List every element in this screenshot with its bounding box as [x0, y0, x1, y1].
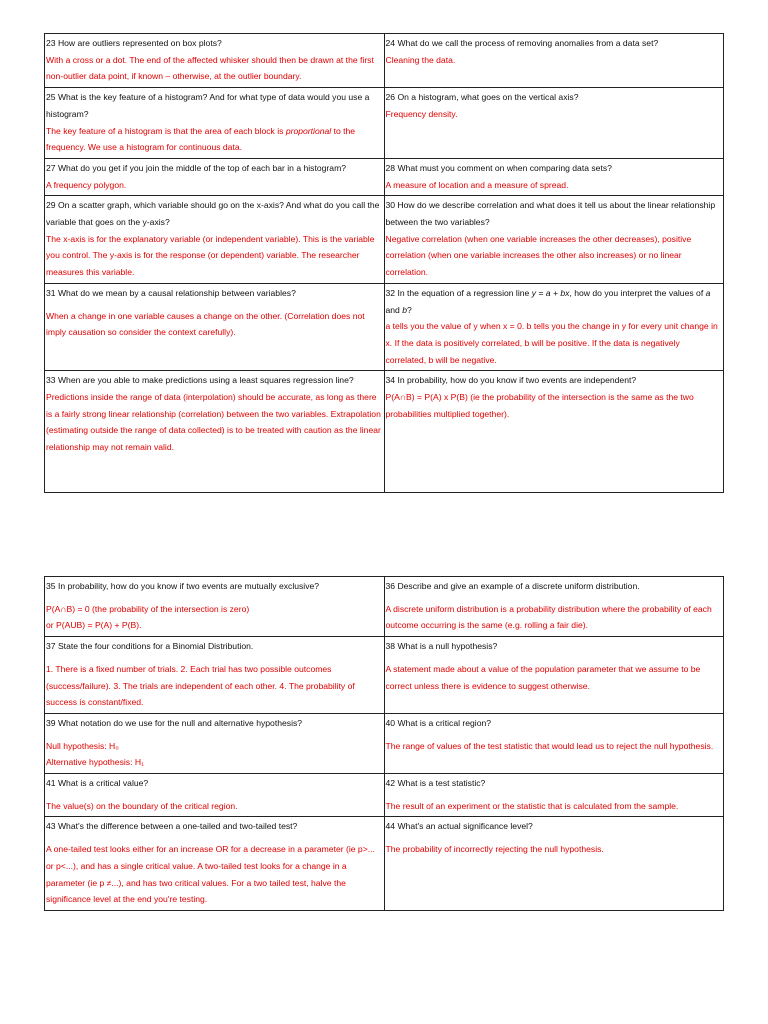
question-text: 38 What is a null hypothesis? [385, 641, 498, 652]
answer-text: The value(s) on the boundary of the critical region. [46, 800, 238, 811]
qa-table-2 [44, 576, 724, 911]
question-cell-42 [384, 774, 724, 817]
answer-text: The x-axis is for the explanatory variable (or independent variable). This is the variable you control. The y-axis is for the response (or dependent) variable. The researcher measures this variable. [46, 233, 375, 278]
question-text: 36 Describe and give an example of a discrete uniform distribution. [385, 581, 640, 591]
answer-text: a tells you the value of y when x = 0. b tells you the change in y for every unit change in x. If the data is positively correlated, b will be positive. If the data is negatively correlated, b will be negative. [385, 321, 718, 365]
answer-text: Null hypothesis: H₀ Alternative hypothesis: H₁ [46, 740, 144, 768]
question-cell-38 [384, 637, 724, 714]
answer-text: P(A∩B) = 0 (the probability of the intersection is zero) or P(AUB) = P(A) + P(B). [46, 603, 250, 631]
question-text: 28 What must you comment on when comparing data sets? [385, 162, 612, 173]
question-cell-41 [45, 774, 385, 817]
question-cell-35 [45, 577, 385, 637]
qa-table-1 [44, 33, 724, 493]
table-row [45, 88, 724, 159]
answer-text: A one-tailed test looks either for an increase OR for a decrease in a parameter (ie p>... or p<...), and has a single critical value. A two-tailed test looks for a change in a parameter (ie p ≠...), and has two critical values. For a two tailed test, halve the significance level at the end you're testing. [46, 844, 375, 905]
question-cell-30 [384, 196, 724, 284]
question-cell-27 [45, 158, 385, 195]
question-cell-34 [384, 371, 724, 493]
question-cell-29 [45, 196, 385, 284]
emphasis-proportional: proportional [285, 125, 332, 136]
answer-text: P(A∩B) = P(A) x P(B) (ie the probability of the intersection is the same as the two probabilities multiplied together). [385, 392, 694, 419]
math-b: b [402, 304, 408, 315]
question-text: 26 On a histogram, what goes on the vertical axis? [385, 92, 579, 103]
table-row [45, 817, 724, 911]
answer-text: Negative correlation (when one variable increases the other decreases), positive correlation (when one variable increases the other also increases) or no linear correlation. [385, 233, 692, 278]
table-row [45, 283, 724, 371]
question-cell-23 [45, 34, 385, 88]
question-text: 27 What do you get if you join the middle of the top of each bar in a histogram? [46, 162, 347, 173]
question-text: 40 What is a critical region? [385, 717, 492, 728]
question-text: 37 State the four conditions for a Binomial Distribution. [46, 641, 254, 652]
question-text: 29 On a scatter graph, which variable should go on the x-axis? And what do you call the variable that goes on the y-axis? [46, 200, 380, 228]
question-text: 32 In the equation of a regression line y = a + bx, how do you interpret the values of a and b? [385, 287, 711, 315]
answer-text: The key feature of a histogram is that the area of each block is proportional to the frequency. We use a histogram for continuous data. [46, 125, 356, 153]
question-text: 33 When are you able to make predictions using a least squares regression line? [46, 375, 354, 386]
table-row [45, 713, 724, 773]
answer-text: The result of an experiment or the statistic that is calculated from the sample. [385, 800, 679, 811]
question-text: 34 In probability, how do you know if two events are independent? [385, 375, 637, 386]
question-cell-24 [384, 34, 724, 88]
answer-text: A frequency polygon. [46, 179, 127, 190]
table-row [45, 577, 724, 637]
answer-text: With a cross or a dot. The end of the affected whisker should then be drawn at the first non-outlier data point, if known – otherwise, at the outlier boundary. [46, 54, 374, 82]
question-text: 30 How do we describe correlation and what does it tell us about the linear relationship between the two variables? [385, 200, 716, 228]
answer-text: When a change in one variable causes a change on the other. (Correlation does not imply causation so consider the context carefully). [46, 310, 365, 338]
answer-text: Predictions inside the range of data (interpolation) should be accurate, as long as there is a fairly strong linear relationship (correlation) between the two variables. Extrapolation (estimating outside the range of data collected) is to be treated with caution as the linear relationship may not remain valid. [46, 392, 381, 453]
question-text: 43 What's the difference between a one-tailed and two-tailed test? [46, 821, 298, 832]
question-text: 41 What is a critical value? [46, 778, 149, 789]
answer-text: The probability of incorrectly rejecting the null hypothesis. [385, 844, 604, 855]
table-row [45, 774, 724, 817]
answer-text: Cleaning the data. [385, 54, 456, 65]
question-text: 23 How are outliers represented on box plots? [46, 38, 222, 48]
math-expression: y = a + bx [531, 287, 570, 298]
answer-text: 1. There is a fixed number of trials. 2. Each trial has two possible outcomes (success/failure). 3. The trials are independent of each other. 4. The probability of success is constant/fixed. [46, 663, 355, 708]
table-row [45, 637, 724, 714]
question-cell-36 [384, 577, 724, 637]
question-text: 24 What do we call the process of removing anomalies from a data set? [385, 38, 659, 48]
question-cell-26 [384, 88, 724, 159]
math-a: a [705, 287, 711, 298]
question-cell-44 [384, 817, 724, 911]
question-cell-25 [45, 88, 385, 159]
answer-text: A statement made about a value of the population parameter that we assume to be correct unless there is evidence to suggest otherwise. [385, 663, 701, 691]
question-cell-40 [384, 713, 724, 773]
question-cell-33 [45, 371, 385, 493]
question-text: 39 What notation do we use for the null and alternative hypothesis? [46, 717, 303, 728]
table-row [45, 371, 724, 493]
answer-text: Frequency density. [385, 108, 458, 119]
question-cell-28 [384, 158, 724, 195]
question-text: 31 What do we mean by a causal relationship between variables? [46, 287, 296, 298]
answer-text: A measure of location and a measure of spread. [385, 179, 569, 190]
question-cell-39 [45, 713, 385, 773]
table-row [45, 196, 724, 284]
question-cell-37 [45, 637, 385, 714]
question-cell-43 [45, 817, 385, 911]
question-text: 35 In probability, how do you know if two events are mutually exclusive? [46, 581, 320, 591]
answer-text: A discrete uniform distribution is a probability distribution where the probability of each outcome occurring is the same (e.g. rolling a fair die). [385, 603, 712, 631]
question-text: 42 What is a test statistic? [385, 778, 486, 789]
question-cell-31 [45, 283, 385, 371]
question-text: 25 What is the key feature of a histogram? And for what type of data would you use a histogram? [46, 92, 370, 119]
question-text: 44 What's an actual significance level? [385, 821, 533, 832]
question-cell-32 [384, 283, 724, 371]
answer-text: The range of values of the test statistic that would lead us to reject the null hypothesis. [385, 740, 714, 751]
table-row [45, 34, 724, 88]
table-row [45, 158, 724, 195]
